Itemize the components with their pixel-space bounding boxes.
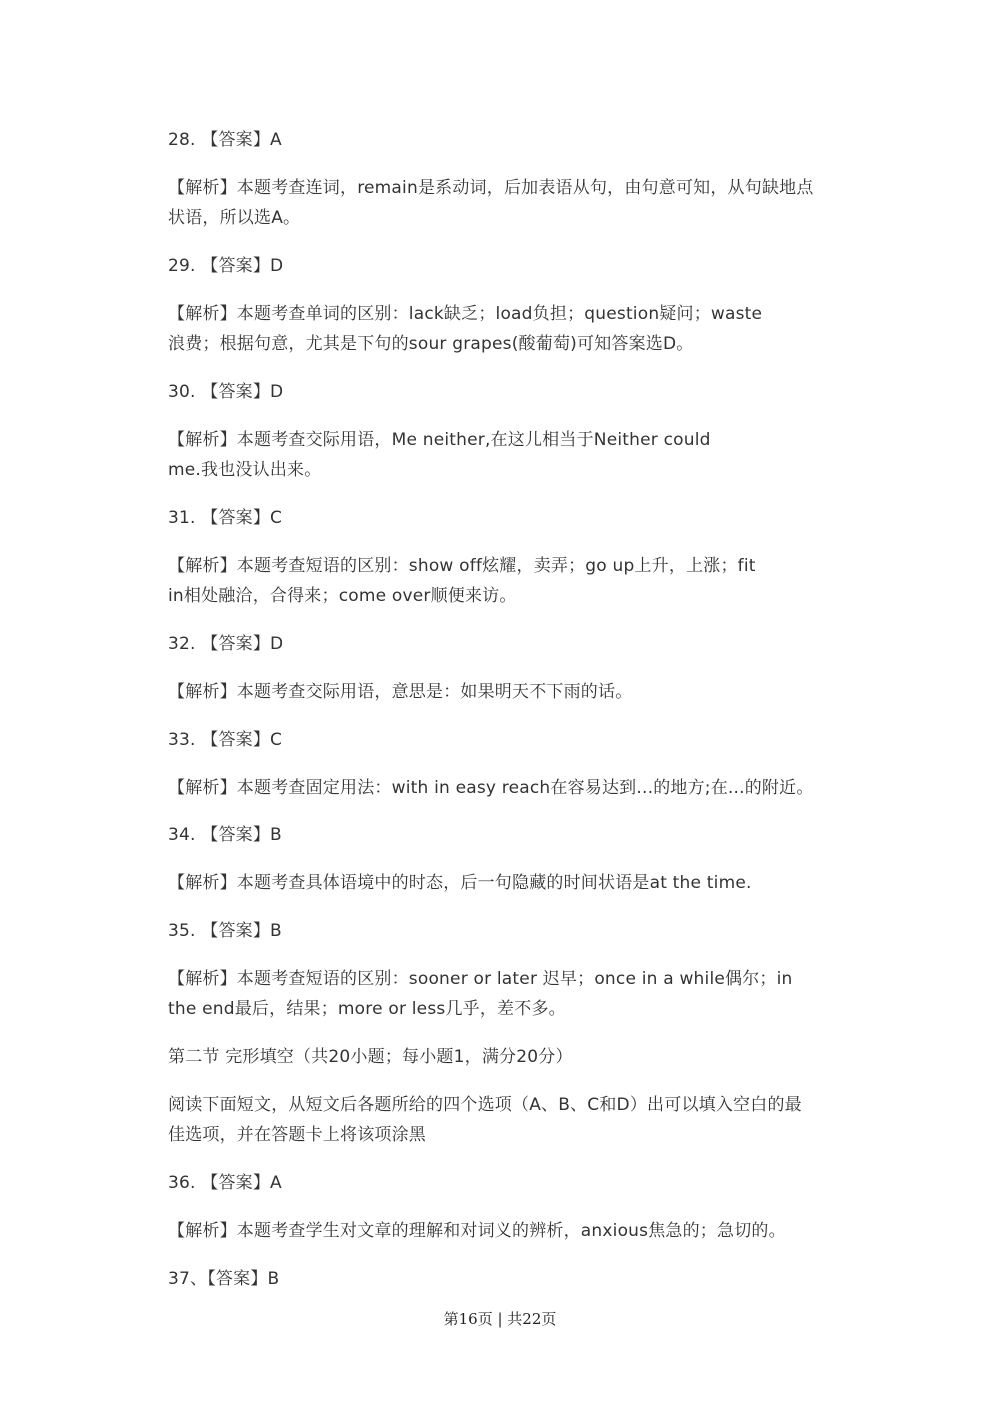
answer-30: 30. 【答案】D <box>168 382 284 402</box>
answer-37: 37、【答案】B <box>168 1269 280 1289</box>
explanation-30-line1: 【解析】本题考查交际用语，Me neither,在这儿相当于Neither could <box>168 430 711 450</box>
section-instructions-line1: 阅读下面短文，从短文后各题所给的四个选项（A、B、C和D）出可以填入空白的最 <box>168 1095 802 1115</box>
explanation-31-line1: 【解析】本题考查短语的区别：show off炫耀，卖弄；go up上升，上涨；fit <box>168 556 756 576</box>
explanation-31-line2: in相处融洽，合得来；come over顺便来访。 <box>168 586 517 606</box>
explanation-30-line2: me.我也没认出来。 <box>168 460 322 480</box>
explanation-28-line2: 状语，所以选A。 <box>168 208 301 228</box>
page-footer: 第16页 | 共22页 <box>443 1310 557 1328</box>
answer-29: 29. 【答案】D <box>168 256 284 276</box>
explanation-35-line2: the end最后，结果；more or less几乎，差不多。 <box>168 999 566 1019</box>
explanation-35-line1: 【解析】本题考查短语的区别：sooner or later 迟早；once in a while偶尔；in <box>168 969 793 989</box>
explanation-29-line1: 【解析】本题考查单词的区别：lack缺乏；load负担；question疑问；waste <box>168 304 763 324</box>
answer-34: 34. 【答案】B <box>168 825 282 845</box>
explanation-36: 【解析】本题考查学生对文章的理解和对词义的辨析，anxious焦急的；急切的。 <box>168 1221 786 1241</box>
answer-31: 31. 【答案】C <box>168 508 283 528</box>
explanation-28-line1: 【解析】本题考查连词，remain是系动词，后加表语从句，由句意可知，从句缺地点 <box>168 178 814 198</box>
answer-33: 33. 【答案】C <box>168 730 283 750</box>
answer-28: 28. 【答案】A <box>168 130 282 150</box>
answer-36: 36. 【答案】A <box>168 1173 282 1193</box>
answer-35: 35. 【答案】B <box>168 921 282 941</box>
explanation-29-line2: 浪费；根据句意，尤其是下句的sour grapes(酸葡萄)可知答案选D。 <box>168 334 694 354</box>
answer-32: 32. 【答案】D <box>168 634 284 654</box>
explanation-34: 【解析】本题考查具体语境中的时态，后一句隐藏的时间状语是at the time. <box>168 873 752 893</box>
explanation-32: 【解析】本题考查交际用语，意思是：如果明天不下雨的话。 <box>168 682 633 702</box>
section-heading: 第二节 完形填空（共20小题；每小题1，满分20分） <box>168 1047 573 1067</box>
section-instructions-line2: 佳选项，并在答题卡上将该项涂黑 <box>168 1125 426 1145</box>
explanation-33: 【解析】本题考查固定用法：with in easy reach在容易达到...的地方;在...的附近。 <box>168 778 814 798</box>
